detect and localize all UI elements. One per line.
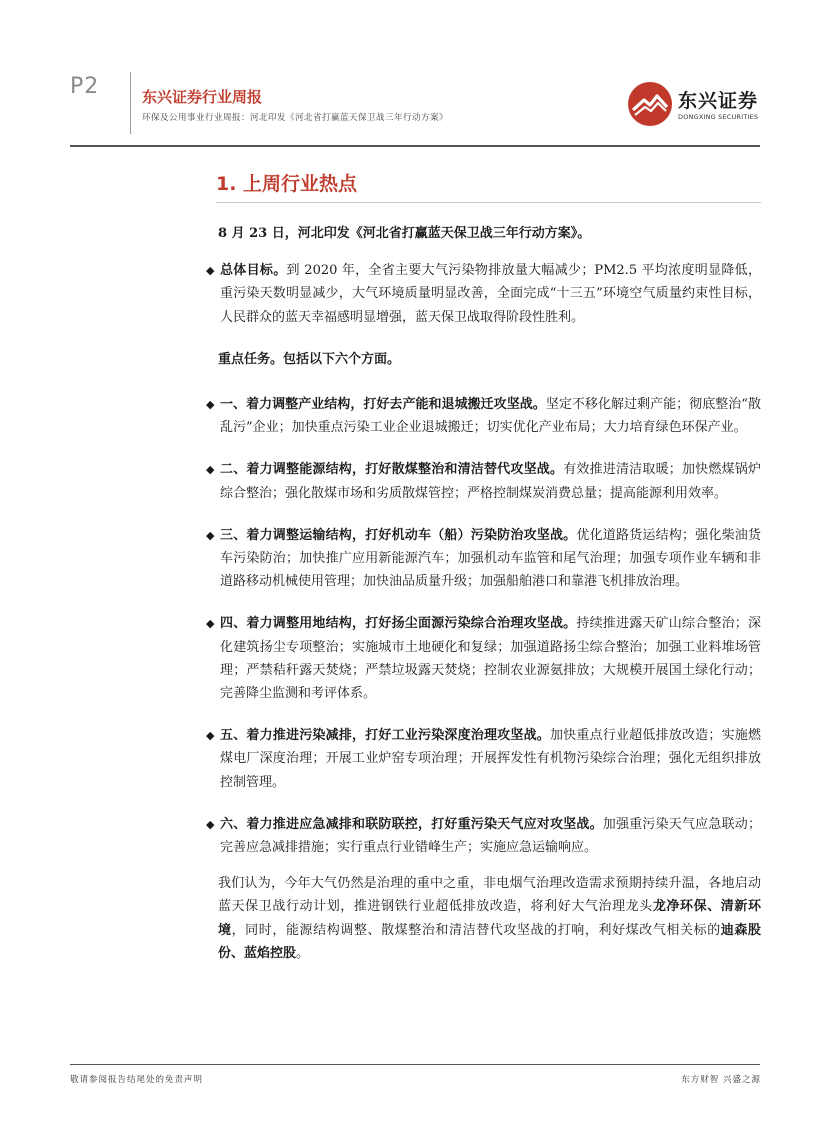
footer-disclaimer-note: 敬请参阅报告结尾处的免责声明 — [70, 1075, 204, 1085]
company-logo — [626, 80, 761, 130]
footer-slogan: 东方财智 兴盛之源 — [681, 1075, 761, 1085]
bullet-diamond-icon: ◆ — [206, 729, 215, 743]
task-text: 加强重污染天气应急联动；完善应急减排措施；实行重点行业错峰生产；实施应急运输响应。 — [220, 816, 761, 856]
task-text: 坚定不移化解过剩产能；彻底整治“散乱污”企业；加快重点污染工业企业退城搬迁；切实优化产业布局；大力培育绿色环保产业。 — [220, 397, 761, 436]
bullet-diamond-icon: ◆ — [206, 817, 215, 831]
goal-label: 总体目标。 — [220, 263, 287, 279]
task-item — [206, 724, 761, 794]
task-item — [206, 393, 761, 439]
task-item — [206, 813, 761, 859]
bullet-diamond-icon: ◆ — [206, 264, 215, 278]
conclusion-text: 我们认为，今年大气仍然是治理的重中之重，非电烟气治理改造需求预期持续升温，各地启动蓝天保卫战行动计划，推进钢铁行业超低排放改造，将利好大气治理龙头 — [218, 876, 761, 915]
footer-divider — [70, 1064, 760, 1065]
conclusion-text: 。 — [296, 945, 310, 961]
task-text: 优化道路货运结构；强化柴油货车污染防治；加快推广应用新能源汽车；加强机动车监管和尾气治理；加强专项作业车辆和非道路移动机械使用管理；加快油品质量升级；加强船舶港口和靠港飞机排放治理。 — [220, 527, 761, 590]
task-item — [206, 524, 761, 594]
tasks-intro: 重点任务。包括以下六个方面。 — [218, 351, 401, 367]
header-divider — [70, 145, 760, 147]
section-underline — [216, 202, 761, 203]
task-text: 加快重点行业超低排放改造；实施燃煤电厂深度治理；开展工业炉窑专项治理；开展挥发性有机物污染综合治理；强化无组织排放控制管理。 — [220, 728, 761, 790]
report-title: 东兴证券行业周报 — [142, 88, 263, 106]
section-heading: 1. 上周行业热点 — [216, 173, 358, 195]
highlighted-companies: 迪森股份、蓝焰控股 — [218, 922, 761, 961]
main-content — [206, 222, 761, 965]
task-text: 有效推进清洁取暖；加快燃煤锅炉综合整治；强化散煤市场和劣质散煤管控；严格控制煤炭消费总量；提高能源利用效率。 — [220, 462, 761, 501]
task-title: 三、着力调整运输结构，打好机动车（船）污染防治攻坚战。 — [220, 527, 577, 543]
task-title: 六、着力推进应急减排和联防联控，打好重污染天气应对攻坚战。 — [220, 816, 603, 832]
header-divider-vertical — [130, 72, 131, 134]
report-subtitle: 环保及公用事业行业周报：河北印发《河北省打赢蓝天保卫战三年行动方案》 — [142, 113, 449, 123]
conclusion-paragraph — [218, 872, 761, 965]
bullet-diamond-icon: ◆ — [206, 617, 215, 631]
bullet-diamond-icon: ◆ — [206, 398, 215, 412]
page-number: P2 — [70, 74, 100, 99]
conclusion-text: ，同时，能源结构调整、散煤整治和清洁替代攻坚战的打响，利好煤改气相关标的 — [231, 922, 721, 938]
task-item — [206, 458, 761, 504]
goal-paragraph — [206, 259, 761, 329]
task-text: 持续推进露天矿山综合整治；深化建筑扬尘专项整治；实施城市土地硬化和复绿；加强道路扬尘综合整治；加强工业料堆场管理；严禁秸秆露天焚烧；严禁垃圾露天焚烧；控制农业源氨排放；大规模开展国土绿化行动；完善降尘监测和考评体系。 — [220, 616, 761, 702]
logo-name: 东兴证券 — [678, 90, 759, 112]
highlighted-companies: 龙净环保、清新环境 — [218, 899, 761, 938]
goal-text: 到 2020 年，全省主要大气污染物排放量大幅减少；PM2.5 平均浓度明显降低，重污染天数明显减少，大气环境质量明显改善，全面完成“十三五”环境空气质量约束性目标，人民群众的蓝天幸福感明显增强，蓝天保卫战取得阶段性胜利。 — [220, 263, 761, 325]
task-item — [206, 612, 761, 705]
task-title: 四、着力调整用地结构，打好扬尘面源污染综合治理攻坚战。 — [220, 616, 577, 632]
bullet-diamond-icon: ◆ — [206, 528, 215, 542]
task-title: 二、着力调整能源结构，打好散煤整治和清洁替代攻坚战。 — [220, 462, 564, 478]
task-title: 五、着力推进污染减排，打好工业污染深度治理攻坚战。 — [220, 728, 550, 744]
lead-paragraph: 8 月 23 日，河北印发《河北省打赢蓝天保卫战三年行动方案》。 — [218, 226, 591, 241]
logo-emblem-icon — [626, 80, 674, 128]
task-title: 一、着力调整产业结构，打好去产能和退城搬迁攻坚战。 — [220, 397, 546, 413]
bullet-diamond-icon: ◆ — [206, 463, 215, 477]
logo-english-name: DONGXING SECURITIES — [678, 113, 759, 121]
